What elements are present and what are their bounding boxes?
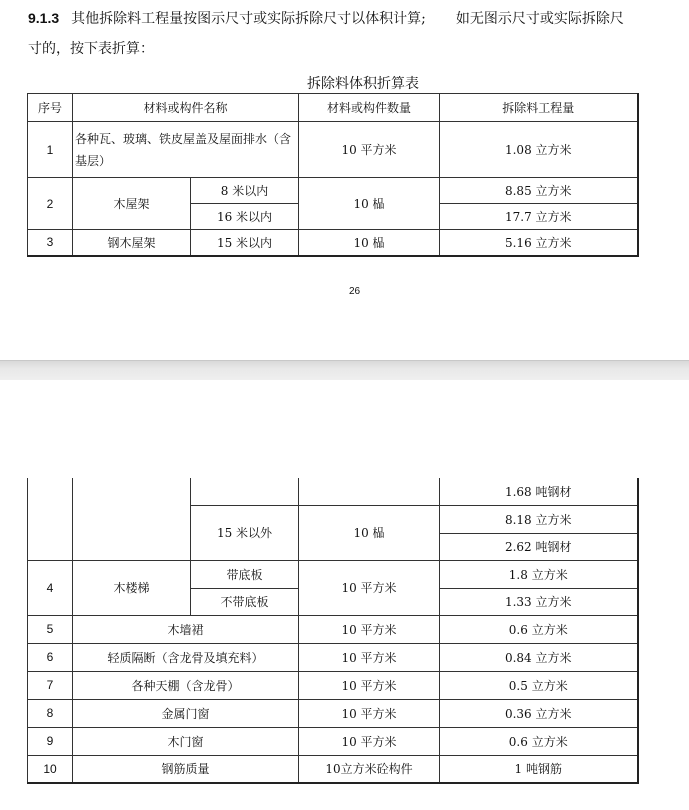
row-quantity-empty (299, 478, 440, 505)
header-seq: 序号 (28, 94, 73, 122)
row-volume: 5.16 立方米 (440, 230, 638, 256)
row-spec: 8 米以内 (191, 178, 299, 204)
row-seq: 9 (28, 727, 73, 755)
conversion-table (27, 93, 639, 257)
row-name: 各种天棚（含龙骨） (73, 671, 299, 699)
row-seq: 6 (28, 643, 73, 671)
row-quantity: 10 平方米 (299, 643, 440, 671)
header-name: 材料或构件名称 (73, 94, 299, 122)
row-volume: 1.08 立方米 (440, 122, 638, 178)
row-volume: 1 吨钢筋 (440, 755, 638, 783)
row-volume: 1.8 立方米 (440, 560, 638, 588)
page-separator (0, 360, 689, 380)
row-volume: 0.36 立方米 (440, 699, 638, 727)
section-number: 9.1.3 (28, 10, 60, 26)
row-quantity: 10 榀 (299, 230, 440, 256)
table-header-row (28, 94, 638, 122)
section-heading-text: 其他拆除料工程量按图示尺寸或实际拆除尺寸以体积计算; (71, 11, 426, 27)
row-name: 各种瓦、玻璃、铁皮屋盖及屋面排水（含基层） (73, 122, 299, 178)
row-name-empty (73, 478, 191, 560)
row-name: 轻质隔断（含龙骨及填充料） (73, 643, 299, 671)
row-spec: 15 米以内 (191, 230, 299, 256)
row-seq: 2 (28, 178, 73, 230)
row-seq: 3 (28, 230, 73, 256)
row-volume: 17.7 立方米 (440, 204, 638, 230)
row-spec: 16 米以内 (191, 204, 299, 230)
row-spec-empty (191, 478, 299, 505)
row-quantity: 10 平方米 (299, 727, 440, 755)
row-seq: 8 (28, 699, 73, 727)
table-row (28, 727, 638, 755)
row-volume: 8.18 立方米 (440, 505, 638, 533)
row-spec: 不带底板 (191, 588, 299, 615)
table-row (28, 643, 638, 671)
table-row (28, 230, 638, 256)
row-seq: 4 (28, 560, 73, 615)
row-volume: 0.84 立方米 (440, 643, 638, 671)
conversion-table-continued (27, 478, 639, 784)
row-name: 木墙裙 (73, 615, 299, 643)
table-row (28, 122, 638, 178)
document-page-top (0, 0, 689, 360)
table-row (28, 671, 638, 699)
section-heading-text-extra: 如无图示尺寸或实际拆除尺 (455, 11, 624, 27)
table-row (28, 699, 638, 727)
header-volume: 拆除料工程量 (440, 94, 638, 122)
row-quantity: 10 平方米 (299, 699, 440, 727)
row-volume: 0.5 立方米 (440, 671, 638, 699)
section-heading-line2: 寸的，按下表折算： (28, 41, 154, 57)
row-volume: 8.85 立方米 (440, 178, 638, 204)
row-quantity: 10 榀 (299, 505, 440, 560)
row-name: 木屋架 (73, 178, 191, 230)
row-quantity: 10立方米砼构件 (299, 755, 440, 783)
row-quantity: 10 平方米 (299, 560, 440, 615)
row-name: 木门窗 (73, 727, 299, 755)
row-volume: 1.68 吨钢材 (440, 478, 638, 505)
table-row (28, 178, 638, 204)
row-seq: 10 (28, 755, 73, 783)
row-volume: 2.62 吨钢材 (440, 533, 638, 560)
row-name: 金属门窗 (73, 699, 299, 727)
table-title: 拆除料体积折算表 (307, 76, 419, 92)
row-name: 钢筋质量 (73, 755, 299, 783)
row-name: 木楼梯 (73, 560, 191, 615)
row-volume: 0.6 立方米 (440, 615, 638, 643)
table-row (28, 755, 638, 783)
row-volume: 1.33 立方米 (440, 588, 638, 615)
row-name: 钢木屋架 (73, 230, 191, 256)
row-seq: 7 (28, 671, 73, 699)
row-quantity: 10 平方米 (299, 122, 440, 178)
row-seq-empty (28, 478, 73, 560)
row-spec: 15 米以外 (191, 505, 299, 560)
row-quantity: 10 平方米 (299, 615, 440, 643)
section-heading (28, 8, 624, 28)
table-row (28, 478, 638, 505)
table-row (28, 560, 638, 588)
row-spec: 带底板 (191, 560, 299, 588)
row-seq: 5 (28, 615, 73, 643)
row-quantity: 10 平方米 (299, 671, 440, 699)
header-quantity: 材料或构件数量 (299, 94, 440, 122)
row-quantity: 10 榀 (299, 178, 440, 230)
row-seq: 1 (28, 122, 73, 178)
table-row (28, 615, 638, 643)
page-number: 26 (349, 286, 361, 297)
row-volume: 0.6 立方米 (440, 727, 638, 755)
